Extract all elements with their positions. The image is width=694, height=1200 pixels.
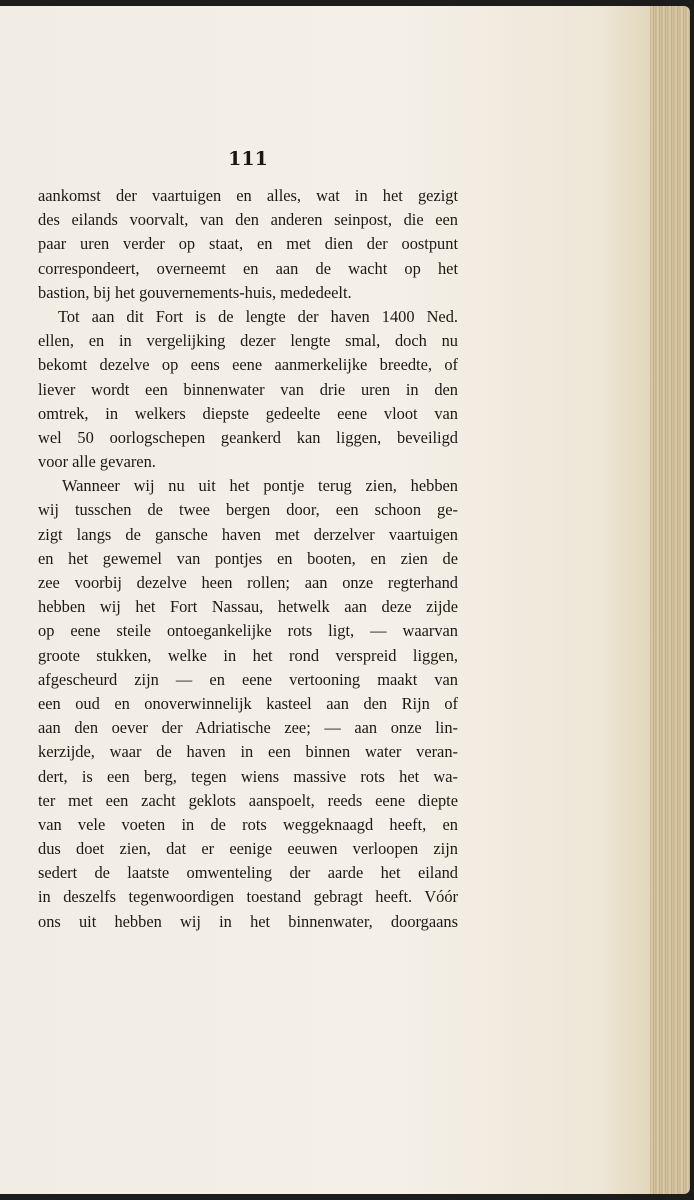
text-line: correspondeert, overneemt en aan de wacht op het <box>38 258 458 278</box>
text-line: in deszelfs tegenwoordigen toestand gebragt heeft. Vóór <box>38 887 458 907</box>
text-line: wel 50 oorlogschepen geankerd kan liggen, beveiligd <box>38 427 458 447</box>
text-line: sedert de laatste omwenteling der aarde het eiland <box>38 863 458 883</box>
text-line: liever wordt een binnenwater van drie uren in den <box>38 379 458 399</box>
text-line: ons uit hebben wij in het binnenwater, doorgaans <box>38 911 458 931</box>
text-line: aankomst der vaartuigen en alles, wat in het gezigt <box>38 186 458 205</box>
text-line: kerzijde, waar de haven in een binnen water veran- <box>38 742 458 762</box>
text-line: en het gewemel van pontjes en booten, en zien de <box>38 548 458 568</box>
text-line: omtrek, in welkers diepste gedeelte eene vloot van <box>38 403 458 423</box>
text-line: wij tusschen de twee bergen door, een schoon ge- <box>38 500 458 520</box>
text-line: ter met een zacht geklots aanspoelt, reeds eene diepte <box>38 790 458 810</box>
text-line: zigt langs de gansche haven met derzelver vaartuigen <box>38 524 458 544</box>
text-line: een oud en onoverwinnelijk kasteel aan den Rijn of <box>38 693 458 713</box>
text-line: zee voorbij dezelve heen rollen; aan onze regterhand <box>38 573 458 592</box>
text-line: voor alle gevaren. <box>38 452 156 472</box>
text-line: van vele voeten in de rots weggeknaagd heeft, en <box>38 814 458 834</box>
text-line: paar uren verder op staat, en met dien der oostpunt <box>38 234 458 254</box>
text-line: bastion, bij het gouvernements-huis, mededeelt. <box>38 282 352 302</box>
text-line: des eilands voorvalt, van den anderen seinpost, die een <box>38 210 458 230</box>
book-page <box>0 6 650 1194</box>
page-number: 111 <box>228 148 268 170</box>
text-line: op eene steile ontoegankelijke rots ligt, — waarvan <box>38 621 458 641</box>
text-line: dus doet zien, dat er eenige eeuwen verloopen zijn <box>38 839 458 859</box>
text-line: ellen, en in vergelijking dezer lengte smal, doch nu <box>38 331 458 351</box>
text-line: bekomt dezelve op eens eene aanmerkelijke breedte, of <box>38 355 458 375</box>
text-line: Tot aan dit Fort is de lengte der haven 1400 Ned. <box>58 306 458 326</box>
text-line: dert, is een berg, tegen wiens massive rots het wa- <box>38 766 458 786</box>
text-line: afgescheurd zijn — en eene vertooning maakt van <box>38 669 458 689</box>
body-text <box>38 184 458 934</box>
text-line: aan den oever der Adriatische zee; — aan onze lin- <box>38 718 458 738</box>
text-line: Wanneer wij nu uit het pontje terug zien, hebben <box>62 476 458 496</box>
text-line: hebben wij het Fort Nassau, hetwelk aan deze zijde <box>38 597 458 617</box>
text-line: groote stukken, welke in het rond verspreid liggen, <box>38 645 458 665</box>
